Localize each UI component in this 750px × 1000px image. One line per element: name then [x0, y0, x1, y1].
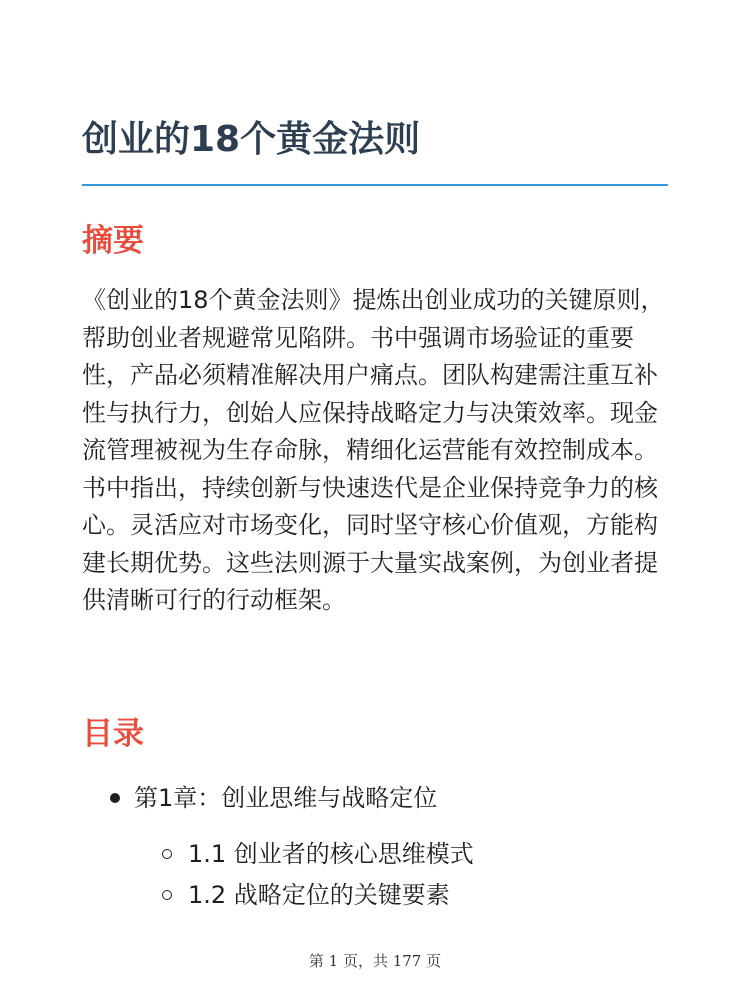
toc-section-label: 1.1 创业者的核心思维模式: [188, 840, 474, 868]
page-number-footer: 第 1 页，共 177 页: [308, 952, 442, 970]
title-divider: [82, 184, 668, 186]
toc-heading: 目录: [82, 716, 144, 752]
toc-chapter-label: 第1章：创业思维与战略定位: [134, 784, 438, 812]
circle-bullet-icon: [162, 849, 172, 859]
summary-heading: 摘要: [82, 223, 144, 259]
summary-paragraph: 《创业的18个黄金法则》提炼出创业成功的关键原则，帮助创业者规避常见陷阱。书中强调市场验证的重要性，产品必须精准解决用户痛点。团队构建需注重互补性与执行力，创始人应保持战略定力与决策效率。现金流管理被视为生存命脉，精细化运营能有效控制成本。书中指出，持续创新与快速迭代是企业保持竞争力的核心。灵活应对市场变化，同时坚守核心价值观，方能构建长期优势。这些法则源于大量实战案例，为创业者提供清晰可行的行动框架。: [82, 286, 665, 614]
toc-section-item[interactable]: [162, 834, 474, 874]
toc-chapter-item[interactable]: [110, 778, 437, 818]
toc-section-item[interactable]: [162, 875, 450, 915]
toc-section-label: 1.2 战略定位的关键要素: [188, 881, 450, 909]
disc-bullet-icon: [110, 793, 120, 803]
circle-bullet-icon: [162, 890, 172, 900]
document-title: 创业的18个黄金法则: [82, 119, 421, 160]
